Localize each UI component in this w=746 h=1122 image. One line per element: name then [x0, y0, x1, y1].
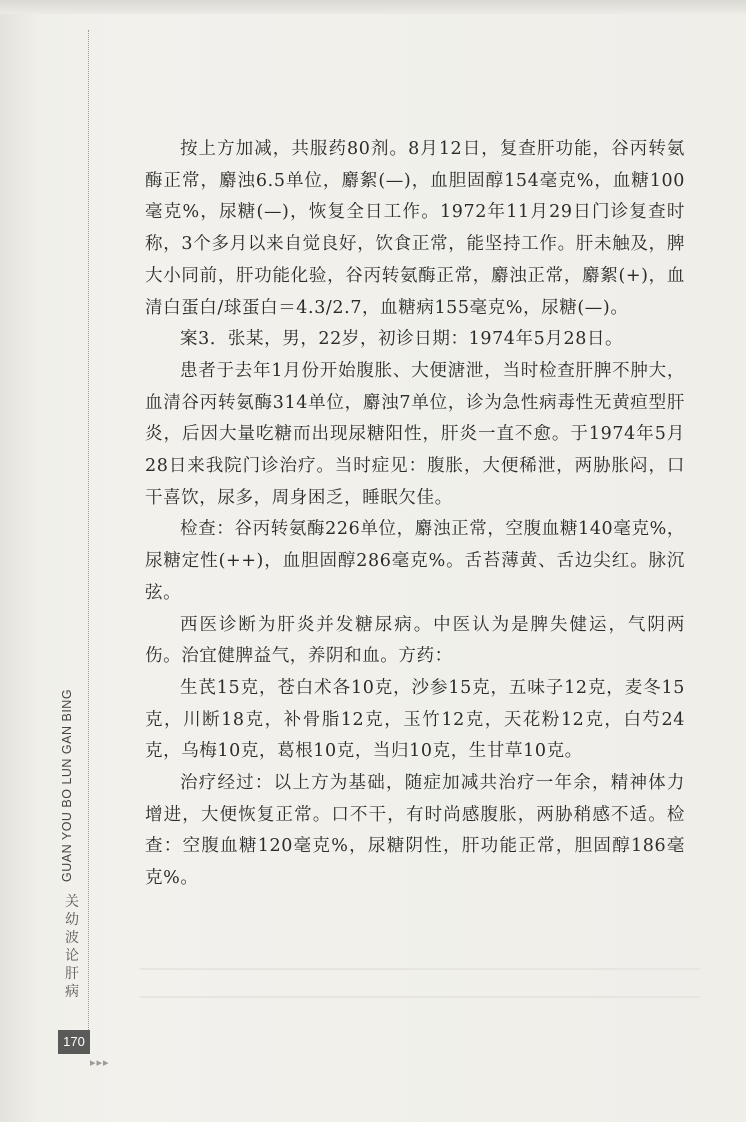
paragraph: 西医诊断为肝炎并发糖尿病。中医认为是脾失健运，气阴两伤。治宜健脾益气，养阴和血。方药：	[145, 614, 685, 667]
paragraph: 检查：谷丙转氨酶226单位，麝浊正常，空腹血糖140毫克%，尿糖定性(++)，血胆固醇286毫克%。舌苔薄黄、舌边尖红。脉沉弦。	[145, 519, 685, 603]
running-head-title: 关幼波论肝病	[65, 894, 79, 1000]
running-head-pinyin: GUAN YOU BO LUN GAN BING	[60, 688, 74, 882]
body-text	[145, 134, 685, 895]
paragraph: 患者于去年1月份开始腹胀、大便溏泄，当时检查肝脾不肿大，血清谷丙转氨酶314单位，麝浊7单位，诊为急性病毒性无黄疸型肝炎，后因大量吃糖而出现尿糖阳性，肝炎一直不愈。于1974年5月28日来我院门诊治疗。当时症见：腹胀，大便稀泄，两胁胀闷，口干喜饮，尿多，周身困乏，睡眠欠佳。	[145, 360, 685, 508]
paragraph: 生芪15克，苍白术各10克，沙参15克，五味子12克，麦冬15克，川断18克，补骨脂12克，玉竹12克，天花粉12克，白芍24克，乌梅10克，葛根10克，当归10克，生甘草10克。	[145, 677, 685, 762]
paragraph: 案3．张某，男，22岁，初诊日期：1974年5月28日。	[180, 329, 624, 350]
margin-dotted-line	[88, 30, 89, 1040]
paragraph: 按上方加减，共服药80剂。8月12日，复查肝功能，谷丙转氨酶正常，麝浊6.5单位，麝絮(—)，血胆固醇154毫克%，血糖100毫克%，尿糖(—)，恢复全日工作。1972年11月29日门诊复查时称，3个多月以来自觉良好，饮食正常，能坚持工作。肝未触及，脾大小同前，肝功能化验，谷丙转氨酶正常，麝浊正常，麝絮(+)，血清白蛋白/球蛋白＝4.3/2.7，血糖病155毫克%，尿糖(—)。	[145, 139, 685, 318]
bleed-through-line	[140, 968, 700, 970]
paragraph: 治疗经过：以上方为基础，随症加减共治疗一年余，精神体力增进，大便恢复正常。口不干，有时尚感腹胀，两胁稍感不适。检查：空腹血糖120毫克%，尿糖阴性，肝功能正常，胆固醇186毫克%。	[145, 773, 685, 889]
bleed-through-line	[140, 996, 700, 998]
page-number: 170	[58, 1030, 90, 1054]
arrow-icon: ▸▸▸	[90, 1056, 110, 1069]
page-top-shadow	[0, 0, 746, 14]
